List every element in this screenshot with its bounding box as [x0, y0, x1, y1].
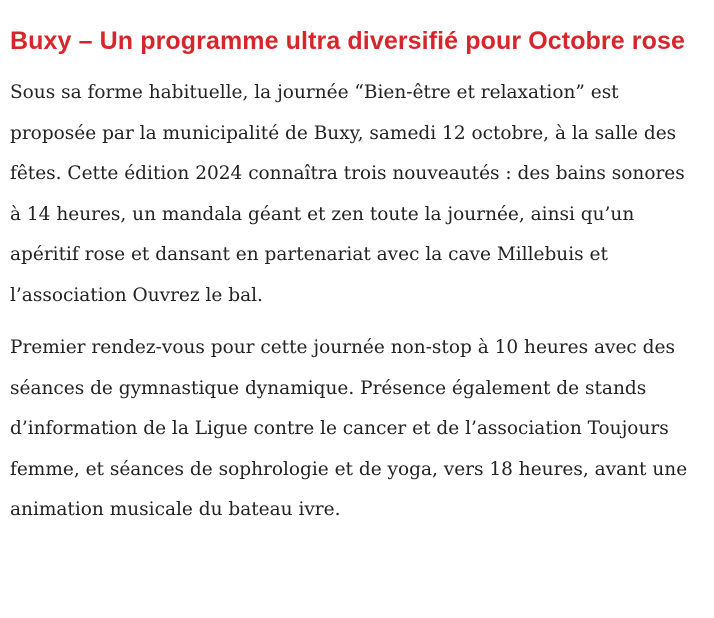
article-paragraph-1: Sous sa forme habituelle, la journée “Bien-être et relaxation” est proposée par la municipalité de Buxy, samedi 12 octobre, à la salle des fêtes. Cette édition 2024 connaîtra trois nouveautés : des bains sonores à 14 heures, un mandala géant et zen toute la journée, ainsi qu’un apéritif rose et dansant en partenariat avec la cave Millebuis et l’association Ouvrez le bal.: [10, 82, 685, 306]
article-title: Buxy – Un programme ultra diversifié pour Octobre rose: [10, 27, 686, 55]
article-paragraph-2: Premier rendez-vous pour cette journée non-stop à 10 heures avec des séances de gymnastique dynamique. Présence également de stands d’information de la Ligue contre le cancer et de l’association Toujours femme, et séances de sophrologie et de yoga, vers 18 heures, avant une animation musicale du bateau ivre.: [10, 337, 688, 520]
